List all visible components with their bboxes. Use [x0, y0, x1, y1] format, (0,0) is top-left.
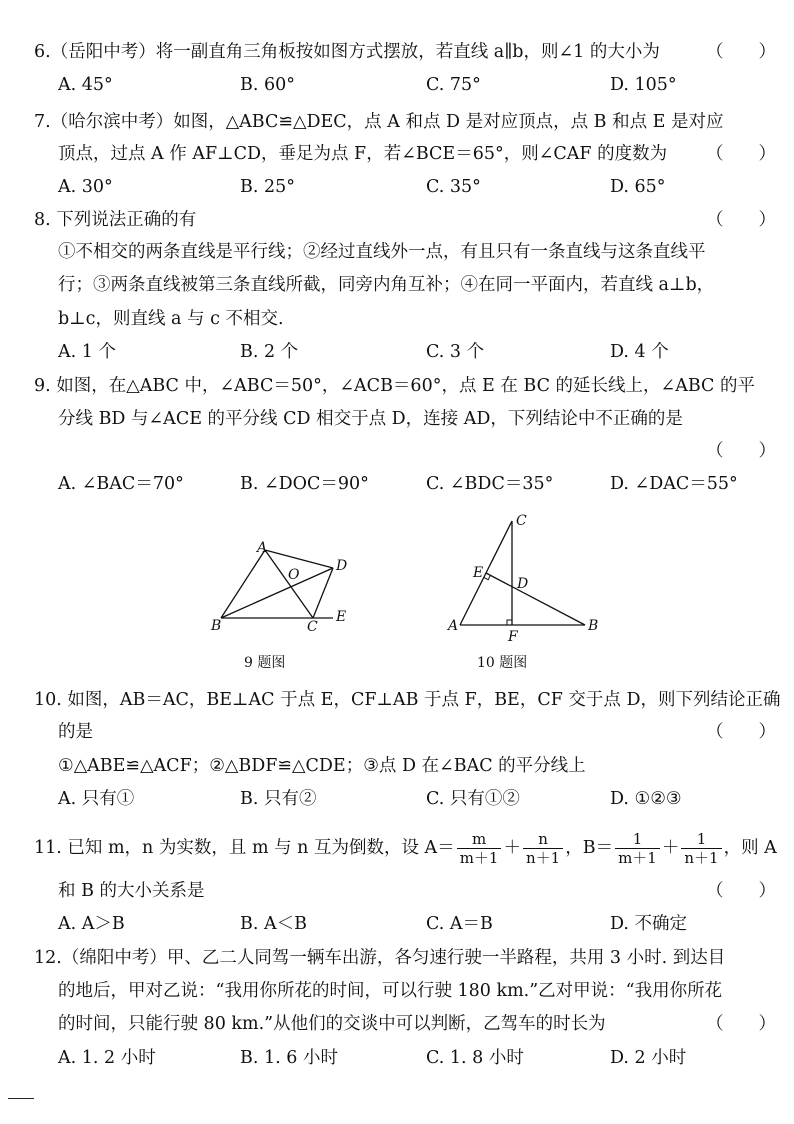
fig10-label-c: C: [516, 513, 527, 529]
q7-bracket: （ ）: [706, 144, 776, 164]
q7-option-d: D. 65°: [610, 177, 666, 197]
q6-option-b: B. 60°: [240, 75, 296, 95]
q10-stem-line2: 的是: [58, 722, 93, 742]
q11-frac1-num: m: [457, 830, 502, 849]
fig10-label-d: D: [517, 576, 529, 592]
q6-bracket: （ ）: [706, 42, 776, 62]
q12-bracket: （ ）: [706, 1014, 776, 1034]
q11-frac2-den: n＋1: [525, 849, 561, 867]
q8-statement-line2: 行；③两条直线被第三条直线所截，同旁内角互补；④在同一平面内，若直线 a⊥b，: [58, 275, 715, 295]
figure-9: [195, 530, 365, 640]
q8-options: [58, 340, 758, 364]
q11-fraction-1m: [615, 830, 660, 867]
q9-stem-line2: 分线 BD 与∠ACE 的平分线 CD 相交于点 D，连接 AD，下列结论中不正确的是: [58, 409, 683, 429]
q11-option-b: B. A＜B: [240, 914, 307, 934]
q11-frac4-num: 1: [681, 830, 721, 849]
q12-stem-line2: 的地后，甲对乙说：“我用你所花的时间，可以行驶 180 km.”乙对甲说：“我用你所花: [58, 981, 723, 1001]
q7-stem-line2: 顶点，过点 A 作 AF⊥CD，垂足为点 F，若∠BCE＝65°，则∠CAF 的度数为: [58, 144, 668, 164]
q6-option-a: A. 45°: [58, 75, 113, 95]
q11-frac2-num: n: [523, 830, 563, 849]
q11-mid: ，B＝: [565, 838, 614, 858]
q8-option-d: D. 4 个: [610, 342, 669, 362]
q10-statements: ①△ABE≌△ACF；②△BDF≌△CDE；③点 D 在∠BAC 的平分线上: [58, 756, 586, 776]
q9-bracket: （ ）: [706, 441, 776, 461]
q10-option-d: D. ①②③: [610, 789, 682, 809]
fig10-label-a: A: [448, 618, 459, 634]
fig9-label-e: E: [336, 609, 347, 625]
fig9-label-o: O: [288, 567, 300, 583]
q6-option-c: C. 75°: [426, 75, 481, 95]
fig10-segment-be: [486, 573, 585, 625]
fig10-caption: 10 题图: [477, 655, 528, 671]
q12-option-c: C. 1. 8 小时: [426, 1048, 524, 1068]
page-corner-rule: [8, 1098, 34, 1099]
q10-bracket: （ ）: [706, 722, 776, 742]
fig10-label-b: B: [588, 618, 599, 634]
q12-option-b: B. 1. 6 小时: [240, 1048, 338, 1068]
q11-fraction-m: [457, 830, 502, 867]
fig10-label-e: E: [473, 565, 484, 581]
q11-stem-line2: 和 B 的大小关系是: [58, 881, 205, 901]
q12-stem-line3: 的时间，只能行驶 80 km.”从他们的交谈中可以判断，乙驾车的时长为: [58, 1014, 606, 1034]
q11-options: [58, 912, 758, 936]
q7-option-b: B. 25°: [240, 177, 296, 197]
q8-bracket: （ ）: [706, 210, 776, 230]
q11-option-d: D. 不确定: [610, 914, 688, 934]
q10-option-a: A. 只有①: [58, 789, 135, 809]
q8-option-b: B. 2 个: [240, 342, 299, 362]
q8-statement-line1: ①不相交的两条直线是平行线；②经过直线外一点，有且只有一条直线与这条直线平: [58, 242, 706, 262]
fig9-label-b: B: [211, 618, 222, 634]
q11-frac1-den: m＋1: [459, 849, 499, 867]
q11-option-a: A. A＞B: [58, 914, 125, 934]
q12-stem-line1: 12.（绵阳中考）甲、乙二人同驾一辆车出游，各匀速行驶一半路程，共用 3 小时. 到达目: [34, 948, 726, 968]
q11-stem-line1: [34, 826, 777, 870]
q11-prefix: 11. 已知 m，n 为实数，且 m 与 n 互为倒数，设 A＝: [34, 838, 455, 858]
q7-option-a: A. 30°: [58, 177, 113, 197]
q11-frac4-den: n＋1: [684, 849, 719, 867]
q7-stem-line1: 7.（哈尔滨中考）如图，△ABC≌△DEC，点 A 和点 D 是对应顶点，点 B 和点 E 是对应: [34, 112, 724, 132]
q8-option-c: C. 3 个: [426, 342, 485, 362]
q12-option-a: A. 1. 2 小时: [58, 1048, 156, 1068]
q8-stem: 8. 下列说法正确的有: [34, 210, 197, 230]
q11-bracket: （ ）: [706, 881, 776, 901]
q9-option-d: D. ∠DAC＝55°: [610, 474, 738, 494]
q11-plus-2: ＋: [661, 838, 680, 858]
q11-frac3-num: 1: [615, 830, 660, 849]
q9-option-b: B. ∠DOC＝90°: [240, 474, 369, 494]
q10-stem-line1: 10. 如图，AB＝AC，BE⊥AC 于点 E，CF⊥AB 于点 F，BE，CF 交于点 D，则下列结论正确: [34, 690, 781, 710]
q6-stem: 6.（岳阳中考）将一副直角三角板按如图方式摆放，若直线 a∥b，则∠1 的大小为: [34, 42, 660, 62]
q7-option-c: C. 35°: [426, 177, 481, 197]
fig9-label-a: A: [257, 540, 268, 556]
q6-option-d: D. 105°: [610, 75, 677, 95]
fig9-label-c: C: [307, 619, 318, 635]
q10-options: [58, 787, 758, 811]
q12-option-d: D. 2 小时: [610, 1048, 687, 1068]
q9-option-c: C. ∠BDC＝35°: [426, 474, 554, 494]
fig10-right-angle-f: [507, 620, 512, 625]
q11-fraction-n: [523, 830, 563, 867]
q9-stem-line1: 9. 如图，在△ABC 中，∠ABC＝50°，∠ACB＝60°，点 E 在 BC 的延长线上，∠ABC 的平: [34, 376, 755, 396]
q11-frac3-den: m＋1: [618, 849, 657, 867]
q8-option-a: A. 1 个: [58, 342, 116, 362]
q11-fraction-1n: [681, 830, 721, 867]
fig9-label-d: D: [336, 558, 348, 574]
q8-statement-line3: b⊥c，则直线 a 与 c 不相交.: [58, 309, 284, 329]
q9-options: [58, 472, 758, 496]
q10-option-b: B. 只有②: [240, 789, 317, 809]
fig10-label-f: F: [508, 629, 518, 645]
figure-10: [442, 508, 612, 646]
q11-plus-1: ＋: [503, 838, 521, 858]
q9-option-a: A. ∠BAC＝70°: [58, 474, 184, 494]
q11-option-c: C. A＝B: [426, 914, 493, 934]
q7-options: [58, 175, 758, 199]
q12-options: [58, 1046, 758, 1070]
q11-suffix: ，则 A: [723, 838, 777, 858]
q6-options: [58, 73, 758, 97]
fig9-caption: 9 题图: [244, 655, 286, 671]
q10-option-c: C. 只有①②: [426, 789, 520, 809]
